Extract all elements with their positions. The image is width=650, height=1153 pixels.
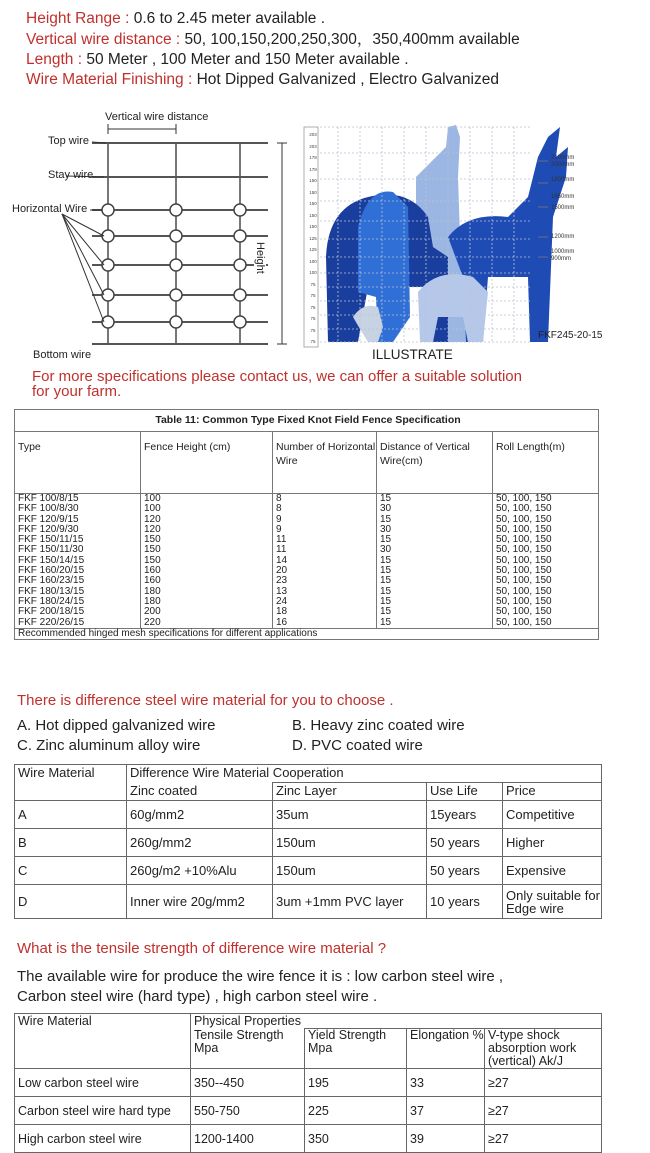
ruler-mark: 178 bbox=[309, 166, 317, 172]
table-cell: 50, 100, 150 bbox=[493, 618, 599, 629]
height-mark: 2100mm bbox=[551, 155, 575, 161]
vtype-header: V-type shock absorption work (vertical) Ak/J bbox=[485, 1029, 602, 1069]
spec-table bbox=[14, 409, 599, 640]
table-cell: 14 bbox=[273, 556, 377, 566]
table-cell: 220 bbox=[141, 618, 273, 629]
table-cell: 150 bbox=[141, 545, 273, 555]
yield-header: Yield Strength Mpa bbox=[305, 1029, 407, 1069]
material-option-b: B. Heavy zinc coated wire bbox=[292, 717, 465, 734]
table-cell: 260g/m2 +10%Alu bbox=[127, 857, 273, 885]
material-option-c: C. Zinc aluminum alloy wire bbox=[17, 737, 201, 754]
ruler-mark: 100 bbox=[309, 258, 317, 264]
col-distance: Distance of Vertical Wire(cm) bbox=[377, 432, 493, 494]
table-cell: 15 bbox=[377, 494, 493, 505]
table-cell: 50 years bbox=[427, 829, 503, 857]
ruler-mark: 203 bbox=[309, 143, 317, 149]
table-cell: FKF 180/24/15 bbox=[15, 597, 141, 607]
spec-table-body bbox=[15, 494, 599, 629]
spec-key: Length bbox=[26, 51, 74, 68]
ruler-mark: 75 bbox=[310, 327, 316, 333]
ruler-mark: 100 bbox=[309, 270, 317, 275]
table-cell: 50, 100, 150 bbox=[493, 545, 599, 555]
table-cell: 11 bbox=[273, 545, 377, 555]
col-roll: Roll Length(m) bbox=[493, 432, 599, 494]
spec-value: 50, 100,150,200,250,300，350,400mm available bbox=[184, 31, 520, 48]
ruler-mark: 75 bbox=[310, 339, 316, 344]
table-cell: 24 bbox=[273, 597, 377, 607]
ruler-mark: 150 bbox=[309, 224, 317, 229]
table-header bbox=[15, 432, 599, 494]
table-cell: 50, 100, 150 bbox=[493, 515, 599, 525]
table-row bbox=[15, 1125, 602, 1153]
table-caption: Table 11: Common Type Fixed Knot Field Fence Specification bbox=[15, 410, 599, 432]
table-cell: 160 bbox=[141, 576, 273, 586]
table-cell: 15 bbox=[377, 515, 493, 525]
spec-value: 0.6 to 2.45 meter available . bbox=[133, 10, 326, 27]
table-cell: 150um bbox=[273, 829, 427, 857]
table-cell: ≥27 bbox=[485, 1097, 602, 1125]
table-cell: FKF 220/26/15 bbox=[15, 618, 141, 629]
table-cell: 50, 100, 150 bbox=[493, 587, 599, 597]
table-cell: 30 bbox=[377, 525, 493, 535]
physical-header: Physical Properties bbox=[191, 1014, 602, 1029]
table-cell: ≥27 bbox=[485, 1125, 602, 1153]
table-cell: 550-750 bbox=[191, 1097, 305, 1125]
top-wire-label: Top wire bbox=[48, 135, 89, 147]
height-marks bbox=[551, 155, 574, 263]
table-cell: 150 bbox=[141, 556, 273, 566]
table-cell: 160 bbox=[141, 566, 273, 576]
table-cell: Inner wire 20g/mm2 bbox=[127, 885, 273, 919]
table-cell: 37 bbox=[407, 1097, 485, 1125]
ruler-mark: 75 bbox=[310, 316, 316, 321]
table-cell: ≥27 bbox=[485, 1069, 602, 1097]
tensile-line-1: The available wire for produce the wire fence it is : low carbon steel wire , bbox=[17, 968, 504, 985]
height-label: Height bbox=[254, 242, 266, 274]
contact-line-1: For more specifications please contact us, we can offer a suitable solution bbox=[32, 368, 522, 385]
tensile-title: What is the tensile strength of difference wire material ? bbox=[17, 940, 387, 957]
ruler-mark: 75 bbox=[310, 281, 316, 287]
ruler-mark: 150 bbox=[309, 201, 317, 206]
table-cell: 15 bbox=[377, 607, 493, 617]
table-row bbox=[15, 885, 602, 919]
table-cell: FKF 100/8/15 bbox=[15, 494, 141, 505]
table-cell: 23 bbox=[273, 576, 377, 586]
table-cell: 50, 100, 150 bbox=[493, 525, 599, 535]
table-cell: FKF 150/11/15 bbox=[15, 535, 141, 545]
table-cell: A bbox=[15, 801, 127, 829]
table-cell: 200 bbox=[141, 607, 273, 617]
zinc-layer-header: Zinc Layer bbox=[273, 783, 427, 801]
table-cell: FKF 120/9/30 bbox=[15, 525, 141, 535]
tensile-text bbox=[17, 967, 503, 1007]
table-cell: 33 bbox=[407, 1069, 485, 1097]
table-cell: 15 bbox=[377, 535, 493, 545]
table-cell: Carbon steel wire hard type bbox=[15, 1097, 191, 1125]
table-cell: 8 bbox=[273, 494, 377, 505]
table-row bbox=[15, 857, 602, 885]
spec-finishing: Wire Material Finishing : Hot Dipped Galvanized , Electro Galvanized bbox=[26, 71, 499, 88]
table-cell: 50, 100, 150 bbox=[493, 607, 599, 617]
elongation-header: Elongation % bbox=[407, 1029, 485, 1069]
ruler-mark: 125 bbox=[309, 235, 317, 241]
table-cell: 18 bbox=[273, 607, 377, 617]
table-cell: 15 bbox=[377, 576, 493, 586]
ruler-mark: 203 bbox=[309, 132, 317, 137]
tensile-header: Tensile Strength Mpa bbox=[191, 1029, 305, 1069]
table-cell: 15 bbox=[377, 587, 493, 597]
table-cell: FKF 180/13/15 bbox=[15, 587, 141, 597]
table-footnote: Recommended hinged mesh specifications for different applications bbox=[15, 628, 599, 639]
table-cell: 30 bbox=[377, 545, 493, 555]
table-cell: Higher bbox=[503, 829, 602, 857]
table-cell: 100 bbox=[141, 504, 273, 514]
table-cell: 260g/mm2 bbox=[127, 829, 273, 857]
table-cell: 120 bbox=[141, 525, 273, 535]
table-cell: 195 bbox=[305, 1069, 407, 1097]
table-cell: 15 bbox=[377, 556, 493, 566]
vertical-distance-label: Vertical wire distance bbox=[105, 111, 209, 123]
spec-key: Height Range bbox=[26, 10, 121, 27]
height-mark: 1200mm bbox=[551, 234, 575, 240]
table-row bbox=[15, 1097, 602, 1125]
table-cell: D bbox=[15, 885, 127, 919]
table-cell: 350--450 bbox=[191, 1069, 305, 1097]
fence-diagram-svg bbox=[0, 100, 300, 365]
table-cell: Only suitable for Edge wire bbox=[503, 885, 602, 919]
table-cell: 50 years bbox=[427, 857, 503, 885]
spec-key: Vertical wire distance bbox=[26, 31, 172, 48]
table-cell: 50, 100, 150 bbox=[493, 576, 599, 586]
ruler-mark: 150 bbox=[309, 189, 317, 195]
table-cell: 50, 100, 150 bbox=[493, 535, 599, 545]
ruler-mark: 178 bbox=[309, 155, 317, 160]
strength-table bbox=[14, 1013, 602, 1153]
height-mark: 1800mm bbox=[551, 177, 575, 183]
spec-key: Wire Material Finishing bbox=[26, 71, 184, 88]
table-cell: 15years bbox=[427, 801, 503, 829]
table-cell: 8 bbox=[273, 504, 377, 514]
ruler-mark: 150 bbox=[309, 212, 317, 218]
wire-material-body bbox=[15, 801, 602, 919]
table-cell: Low carbon steel wire bbox=[15, 1069, 191, 1097]
tensile-line-2: Carbon steel wire (hard type) , high carbon steel wire . bbox=[17, 988, 378, 1005]
table-cell: FKF 120/9/15 bbox=[15, 515, 141, 525]
col-wires: Number of Horizontal Wire bbox=[273, 432, 377, 494]
ruler-marks bbox=[306, 129, 320, 348]
material-option-d: D. PVC coated wire bbox=[292, 737, 423, 754]
height-mark: 2000mm bbox=[551, 162, 575, 168]
use-life-header: Use Life bbox=[427, 783, 503, 801]
table-row bbox=[15, 829, 602, 857]
spec-length: Length : 50 Meter , 100 Meter and 150 Meter available . bbox=[26, 51, 409, 68]
ruler-mark: 75 bbox=[310, 304, 316, 310]
table-cell: 3um +1mm PVC layer bbox=[273, 885, 427, 919]
spec-vertical-distance: Vertical wire distance : 50, 100,150,200,250,300，350,400mm available bbox=[26, 31, 520, 48]
table-cell: 15 bbox=[377, 597, 493, 607]
table-cell: 60g/mm2 bbox=[127, 801, 273, 829]
fence-diagram bbox=[0, 100, 300, 365]
table-cell: 15 bbox=[377, 566, 493, 576]
table-cell: Competitive bbox=[503, 801, 602, 829]
table-cell: 11 bbox=[273, 535, 377, 545]
wire-material-table bbox=[14, 764, 602, 919]
table-cell: 16 bbox=[273, 618, 377, 629]
table-cell: 1200-1400 bbox=[191, 1125, 305, 1153]
table-cell: 50, 100, 150 bbox=[493, 566, 599, 576]
col-type: Type bbox=[15, 432, 141, 494]
table-cell: 50, 100, 150 bbox=[493, 556, 599, 566]
wire-material-header: Wire Material bbox=[15, 765, 127, 801]
table-cell: 100 bbox=[141, 494, 273, 505]
price-header: Price bbox=[503, 783, 602, 801]
ruler-mark: 150 bbox=[309, 178, 317, 183]
table-row bbox=[15, 618, 599, 629]
table-cell: FKF 200/18/15 bbox=[15, 607, 141, 617]
table-row bbox=[15, 801, 602, 829]
table-cell: 30 bbox=[377, 504, 493, 514]
table-cell: 150 bbox=[141, 535, 273, 545]
spec-value: 50 Meter , 100 Meter and 150 Meter available . bbox=[86, 51, 409, 68]
animal-illustration bbox=[298, 117, 608, 355]
table-cell: 50, 100, 150 bbox=[493, 494, 599, 505]
table-cell: 180 bbox=[141, 597, 273, 607]
table-row bbox=[15, 1069, 602, 1097]
table-cell: FKF 160/23/15 bbox=[15, 576, 141, 586]
zinc-coated-header: Zinc coated bbox=[127, 783, 273, 801]
table-cell: 15 bbox=[377, 618, 493, 629]
table-cell: FKF 150/14/15 bbox=[15, 556, 141, 566]
table-cell: B bbox=[15, 829, 127, 857]
strength-material-header: Wire Material bbox=[15, 1014, 191, 1069]
table-cell: FKF 160/20/15 bbox=[15, 566, 141, 576]
table-cell: 9 bbox=[273, 525, 377, 535]
contact-line-2: for your farm. bbox=[32, 383, 122, 400]
material-option-a: A. Hot dipped galvanized wire bbox=[17, 717, 216, 734]
table-cell: 180 bbox=[141, 587, 273, 597]
ruler-mark: 125 bbox=[309, 247, 317, 252]
horizontal-wire-label: Horizontal Wire bbox=[12, 203, 88, 215]
height-mark: 1000mm bbox=[551, 249, 575, 255]
cooperation-header: Difference Wire Material Cooperation bbox=[127, 765, 602, 783]
table-cell: High carbon steel wire bbox=[15, 1125, 191, 1153]
table-cell: 120 bbox=[141, 515, 273, 525]
height-mark: 1650mm bbox=[551, 194, 575, 200]
spec-height-range: Height Range : 0.6 to 2.45 meter available . bbox=[26, 10, 326, 27]
table-cell: 39 bbox=[407, 1125, 485, 1153]
stay-wire-label: Stay wire bbox=[48, 169, 94, 181]
table-cell: 9 bbox=[273, 515, 377, 525]
ruler-mark: 75 bbox=[310, 293, 316, 298]
table-cell: 50, 100, 150 bbox=[493, 504, 599, 514]
height-mark: 900mm bbox=[551, 256, 572, 262]
strength-table-body bbox=[15, 1069, 602, 1153]
table-cell: 50, 100, 150 bbox=[493, 597, 599, 607]
contact-text bbox=[32, 369, 522, 399]
table-cell: C bbox=[15, 857, 127, 885]
table-cell: FKF 100/8/30 bbox=[15, 504, 141, 514]
material-choice-title: There is difference steel wire material for you to choose . bbox=[17, 692, 394, 709]
table-cell: 35um bbox=[273, 801, 427, 829]
table-cell: 225 bbox=[305, 1097, 407, 1125]
table-cell: 20 bbox=[273, 566, 377, 576]
model-label: FKF245-20-15 bbox=[538, 330, 603, 341]
table-cell: FKF 150/11/30 bbox=[15, 545, 141, 555]
illustrate-label: ILLUSTRATE bbox=[372, 347, 453, 362]
bottom-wire-label: Bottom wire bbox=[33, 349, 92, 361]
table-cell: 350 bbox=[305, 1125, 407, 1153]
table-cell: 150um bbox=[273, 857, 427, 885]
table-cell: 13 bbox=[273, 587, 377, 597]
height-mark: 1500mm bbox=[551, 205, 575, 211]
col-height: Fence Height (cm) bbox=[141, 432, 273, 494]
spec-value: Hot Dipped Galvanized , Electro Galvanized bbox=[196, 71, 499, 88]
table-cell: 10 years bbox=[427, 885, 503, 919]
table-cell: Expensive bbox=[503, 857, 602, 885]
